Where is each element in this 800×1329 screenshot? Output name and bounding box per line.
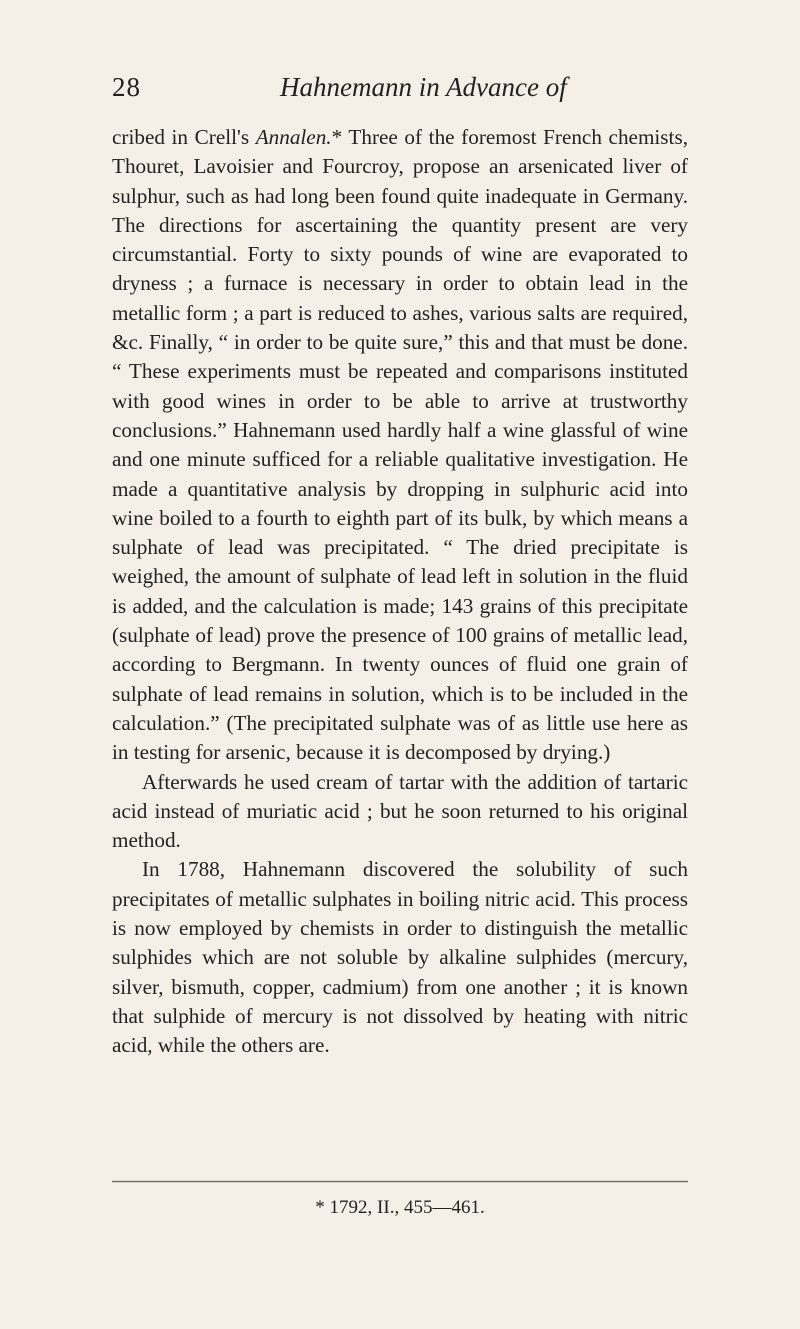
footnote: * 1792, II., 455—461. — [315, 1197, 485, 1218]
paragraph-3: In 1788, Hahnemann discovered the solubility of such precipitates of metallic sulphates in boiling nitric acid. This process is now employed by chemists in order to distinguish the metallic sulphides which are not soluble by alkaline sulphides (mercury, silver, bismuth, copper, cadmium) from one another ; it is known that sulphide of mercury is not dissolved by heating with nitric acid, while the others are. — [112, 857, 688, 1058]
footnote-marker: * — [331, 125, 343, 149]
body-text — [112, 123, 688, 1061]
page-number: 28 — [112, 72, 141, 102]
page-header — [112, 72, 688, 108]
paragraph-2: Afterwards he used cream of tartar with the addition of tartaric acid instead of muriatic acid ; but he soon returned to his original method. — [112, 769, 688, 853]
running-title: Hahnemann in Advance of — [280, 72, 567, 102]
paragraph-1 — [112, 123, 688, 768]
paragraph-1-start: cribed in Crell's — [112, 125, 256, 149]
annalen-title: Annalen. — [255, 125, 332, 149]
paragraph-1-rest: Three of the foremost French chemists, Thouret, Lavoisier and Fourcroy, propose an arsenicated liver of sulphur, such as had long been found quite inadequate in Germany. The directions for ascertaining the quantity present are very circumstantial. Forty to sixty pounds of wine are evaporated to dryness ; a furnace is necessary in order to obtain lead in the metallic form ; a part is reduced to ashes, various salts are required, &c. Finally, “ in order to be quite sure,” this and that must be done. “ These experiments must be repeated and comparisons instituted with good wines in order to be able to arrive at trustworthy conclusions.” Hahnemann used hardly half a wine glassful of wine and one minute sufficed for a reliable qualitative investigation. He made a quantitative analysis by dropping in sulphuric acid into wine boiled to a fourth to eighth part of its bulk, by which means a sulphate of lead was precipitated. “ The dried precipitate is weighed, the amount of sulphate of lead left in solution in the fluid is added, and the calculation is made; 143 grains of this precipitate (sulphate of lead) prove the presence of 100 grains of metallic lead, according to Bergmann. In twenty ounces of fluid one grain of sulphate of lead remains in solution, which is to be included in the calculation.” (The precipitated sulphate was of as little use here as in testing for arsenic, because it is decomposed by drying.) — [112, 125, 688, 765]
footnote-divider — [112, 1181, 688, 1182]
